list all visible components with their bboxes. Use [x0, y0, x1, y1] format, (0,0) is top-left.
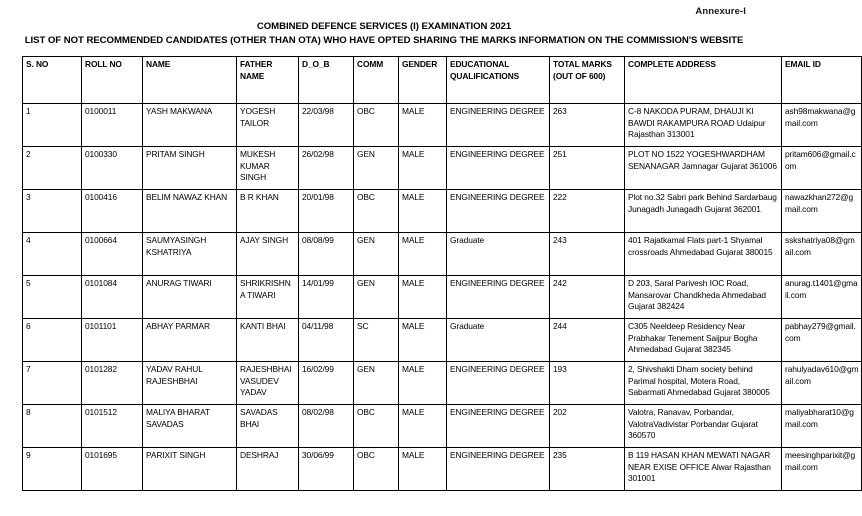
column-header-roll-no: ROLL NO: [82, 57, 143, 104]
cell-comm: SC: [354, 319, 399, 362]
cell-sno: 8: [23, 405, 82, 448]
cell-educational-qualifications: ENGINEERING DEGREE: [447, 147, 550, 190]
cell-gender: MALE: [399, 233, 447, 276]
cell-comm: OBC: [354, 448, 399, 491]
cell-complete-address: PLOT NO 1522 YOGESHWARDHAM SENANAGAR Jamnagar Gujarat 361006: [625, 147, 782, 190]
page-title: COMBINED DEFENCE SERVICES (I) EXAMINATION 2021: [256, 21, 512, 32]
table-row: [23, 362, 862, 405]
cell-name: BELIM NAWAZ KHAN: [143, 190, 237, 233]
column-header-educational-qualifications: EDUCATIONAL QUALIFICATIONS: [447, 57, 550, 104]
cell-total-marks: 202: [550, 405, 625, 448]
cell-dob: 04/11/98: [299, 319, 354, 362]
cell-name: YASH MAKWANA: [143, 104, 237, 147]
cell-comm: GEN: [354, 233, 399, 276]
column-header-complete-address: COMPLETE ADDRESS: [625, 57, 782, 104]
cell-complete-address: 401 Rajatkamal Flats part-1 Shyamal crossroads Ahmedabad Gujarat 380015: [625, 233, 782, 276]
cell-email-id: pritam606@gmail.com: [782, 147, 862, 190]
cell-roll-no: 0100330: [82, 147, 143, 190]
cell-father-name: RAJESHBHAI VASUDEV YADAV: [237, 362, 299, 405]
cell-sno: 1: [23, 104, 82, 147]
cell-comm: OBC: [354, 104, 399, 147]
cell-total-marks: 193: [550, 362, 625, 405]
cell-comm: OBC: [354, 190, 399, 233]
cell-complete-address: Valotra, Ranavav, Porbandar, ValotraVadivistar Porbandar Gujarat 360570: [625, 405, 782, 448]
table-row: [23, 405, 862, 448]
cell-roll-no: 0100011: [82, 104, 143, 147]
cell-gender: MALE: [399, 104, 447, 147]
cell-total-marks: 251: [550, 147, 625, 190]
cell-gender: MALE: [399, 190, 447, 233]
document-title-block: [0, 0, 768, 48]
table-body: [23, 104, 862, 491]
cell-gender: MALE: [399, 276, 447, 319]
cell-total-marks: 242: [550, 276, 625, 319]
cell-educational-qualifications: ENGINEERING DEGREE: [447, 190, 550, 233]
cell-email-id: meesinghparixit@gmail.com: [782, 448, 862, 491]
cell-name: ANURAG TIWARI: [143, 276, 237, 319]
cell-father-name: KANTI BHAI: [237, 319, 299, 362]
column-header-father-name: FATHER NAME: [237, 57, 299, 104]
cell-roll-no: 0101282: [82, 362, 143, 405]
cell-name: SAUMYASINGH KSHATRIYA: [143, 233, 237, 276]
table-row: [23, 104, 862, 147]
column-header-gender: GENDER: [399, 57, 447, 104]
table-row: [23, 147, 862, 190]
column-header-email-id: EMAIL ID: [782, 57, 862, 104]
cell-comm: GEN: [354, 147, 399, 190]
cell-total-marks: 263: [550, 104, 625, 147]
cell-roll-no: 0100416: [82, 190, 143, 233]
cell-dob: 08/02/98: [299, 405, 354, 448]
cell-educational-qualifications: Graduate: [447, 233, 550, 276]
table-row: [23, 190, 862, 233]
cell-educational-qualifications: ENGINEERING DEGREE: [447, 405, 550, 448]
candidates-table-container: [22, 56, 859, 491]
cell-complete-address: 2, Shivshakti Dham society behind Parimal hospital, Motera Road, Sabarmati Ahmedabad Gujarat 380005: [625, 362, 782, 405]
cell-email-id: pabhay279@gmail.com: [782, 319, 862, 362]
cell-educational-qualifications: ENGINEERING DEGREE: [447, 276, 550, 319]
cell-sno: 3: [23, 190, 82, 233]
table-header-row: [23, 57, 862, 104]
column-header-name: NAME: [143, 57, 237, 104]
cell-educational-qualifications: Graduate: [447, 319, 550, 362]
cell-name: MALIYA BHARAT SAVADAS: [143, 405, 237, 448]
cell-dob: 16/02/99: [299, 362, 354, 405]
cell-gender: MALE: [399, 448, 447, 491]
table-row: [23, 276, 862, 319]
cell-name: YADAV RAHUL RAJESHBHAI: [143, 362, 237, 405]
cell-total-marks: 235: [550, 448, 625, 491]
cell-comm: OBC: [354, 405, 399, 448]
cell-father-name: MUKESH KUMAR SINGH: [237, 147, 299, 190]
cell-father-name: DESHRAJ: [237, 448, 299, 491]
annexure-label: Annexure-I: [695, 6, 746, 17]
cell-total-marks: 222: [550, 190, 625, 233]
cell-gender: MALE: [399, 147, 447, 190]
cell-total-marks: 244: [550, 319, 625, 362]
cell-gender: MALE: [399, 362, 447, 405]
cell-roll-no: 0101512: [82, 405, 143, 448]
cell-sno: 6: [23, 319, 82, 362]
cell-email-id: anurag.t1401@gmail.com: [782, 276, 862, 319]
cell-sno: 2: [23, 147, 82, 190]
cell-dob: 26/02/98: [299, 147, 354, 190]
cell-name: ABHAY PARMAR: [143, 319, 237, 362]
cell-roll-no: 0101101: [82, 319, 143, 362]
cell-complete-address: D 203, Saral Parivesh IOC Road, Mansarovar Chandkheda Ahmedabad Gujarat 382424: [625, 276, 782, 319]
cell-complete-address: C305 Neeldeep Residency Near Prabhakar Tenement Saijpur Bogha Ahmedabad Gujarat 382345: [625, 319, 782, 362]
cell-dob: 14/01/99: [299, 276, 354, 319]
cell-sno: 7: [23, 362, 82, 405]
cell-email-id: sskshatriya08@gmail.com: [782, 233, 862, 276]
cell-sno: 4: [23, 233, 82, 276]
cell-gender: MALE: [399, 405, 447, 448]
cell-email-id: ash98makwana@gmail.com: [782, 104, 862, 147]
cell-email-id: nawazkhan272@gmail.com: [782, 190, 862, 233]
cell-dob: 08/08/99: [299, 233, 354, 276]
cell-gender: MALE: [399, 319, 447, 362]
column-header-comm: COMM: [354, 57, 399, 104]
column-header-sno: S. NO: [23, 57, 82, 104]
column-header-dob: D_O_B: [299, 57, 354, 104]
cell-father-name: SHRIKRISHNA TIWARI: [237, 276, 299, 319]
cell-father-name: AJAY SINGH: [237, 233, 299, 276]
cell-roll-no: 0101084: [82, 276, 143, 319]
table-row: [23, 319, 862, 362]
cell-educational-qualifications: ENGINEERING DEGREE: [447, 104, 550, 147]
column-header-total-marks: TOTAL MARKS (OUT OF 600): [550, 57, 625, 104]
cell-complete-address: Plot no.32 Sabri park Behind Sardarbaug Junagadh Junagadh Gujarat 362001: [625, 190, 782, 233]
page-subtitle: LIST OF NOT RECOMMENDED CANDIDATES (OTHER THAN OTA) WHO HAVE OPTED SHARING THE MARKS INFORMATION ON THE COMMISSION'S WEBSITE: [24, 35, 744, 46]
cell-dob: 20/01/98: [299, 190, 354, 233]
cell-father-name: SAVADAS BHAI: [237, 405, 299, 448]
candidates-table: [22, 56, 862, 491]
cell-email-id: maliyabharat10@gmail.com: [782, 405, 862, 448]
cell-roll-no: 0100664: [82, 233, 143, 276]
cell-name: PRITAM SINGH: [143, 147, 237, 190]
cell-roll-no: 0101695: [82, 448, 143, 491]
cell-comm: GEN: [354, 276, 399, 319]
cell-name: PARIXIT SINGH: [143, 448, 237, 491]
cell-sno: 9: [23, 448, 82, 491]
table-header: [23, 57, 862, 104]
table-row: [23, 233, 862, 276]
cell-total-marks: 243: [550, 233, 625, 276]
cell-sno: 5: [23, 276, 82, 319]
cell-complete-address: B 119 HASAN KHAN MEWATI NAGAR NEAR EXISE OFFICE Alwar Rajasthan 301001: [625, 448, 782, 491]
cell-complete-address: C-8 NAKODA PURAM, DHAUJI KI BAWDI RAKAMPURA ROAD Udaipur Rajasthan 313001: [625, 104, 782, 147]
cell-father-name: B R KHAN: [237, 190, 299, 233]
cell-dob: 22/03/98: [299, 104, 354, 147]
cell-educational-qualifications: ENGINEERING DEGREE: [447, 448, 550, 491]
cell-father-name: YOGESH TAILOR: [237, 104, 299, 147]
cell-email-id: rahulyadav610@gmail.com: [782, 362, 862, 405]
cell-comm: GEN: [354, 362, 399, 405]
cell-educational-qualifications: ENGINEERING DEGREE: [447, 362, 550, 405]
table-row: [23, 448, 862, 491]
cell-dob: 30/06/99: [299, 448, 354, 491]
